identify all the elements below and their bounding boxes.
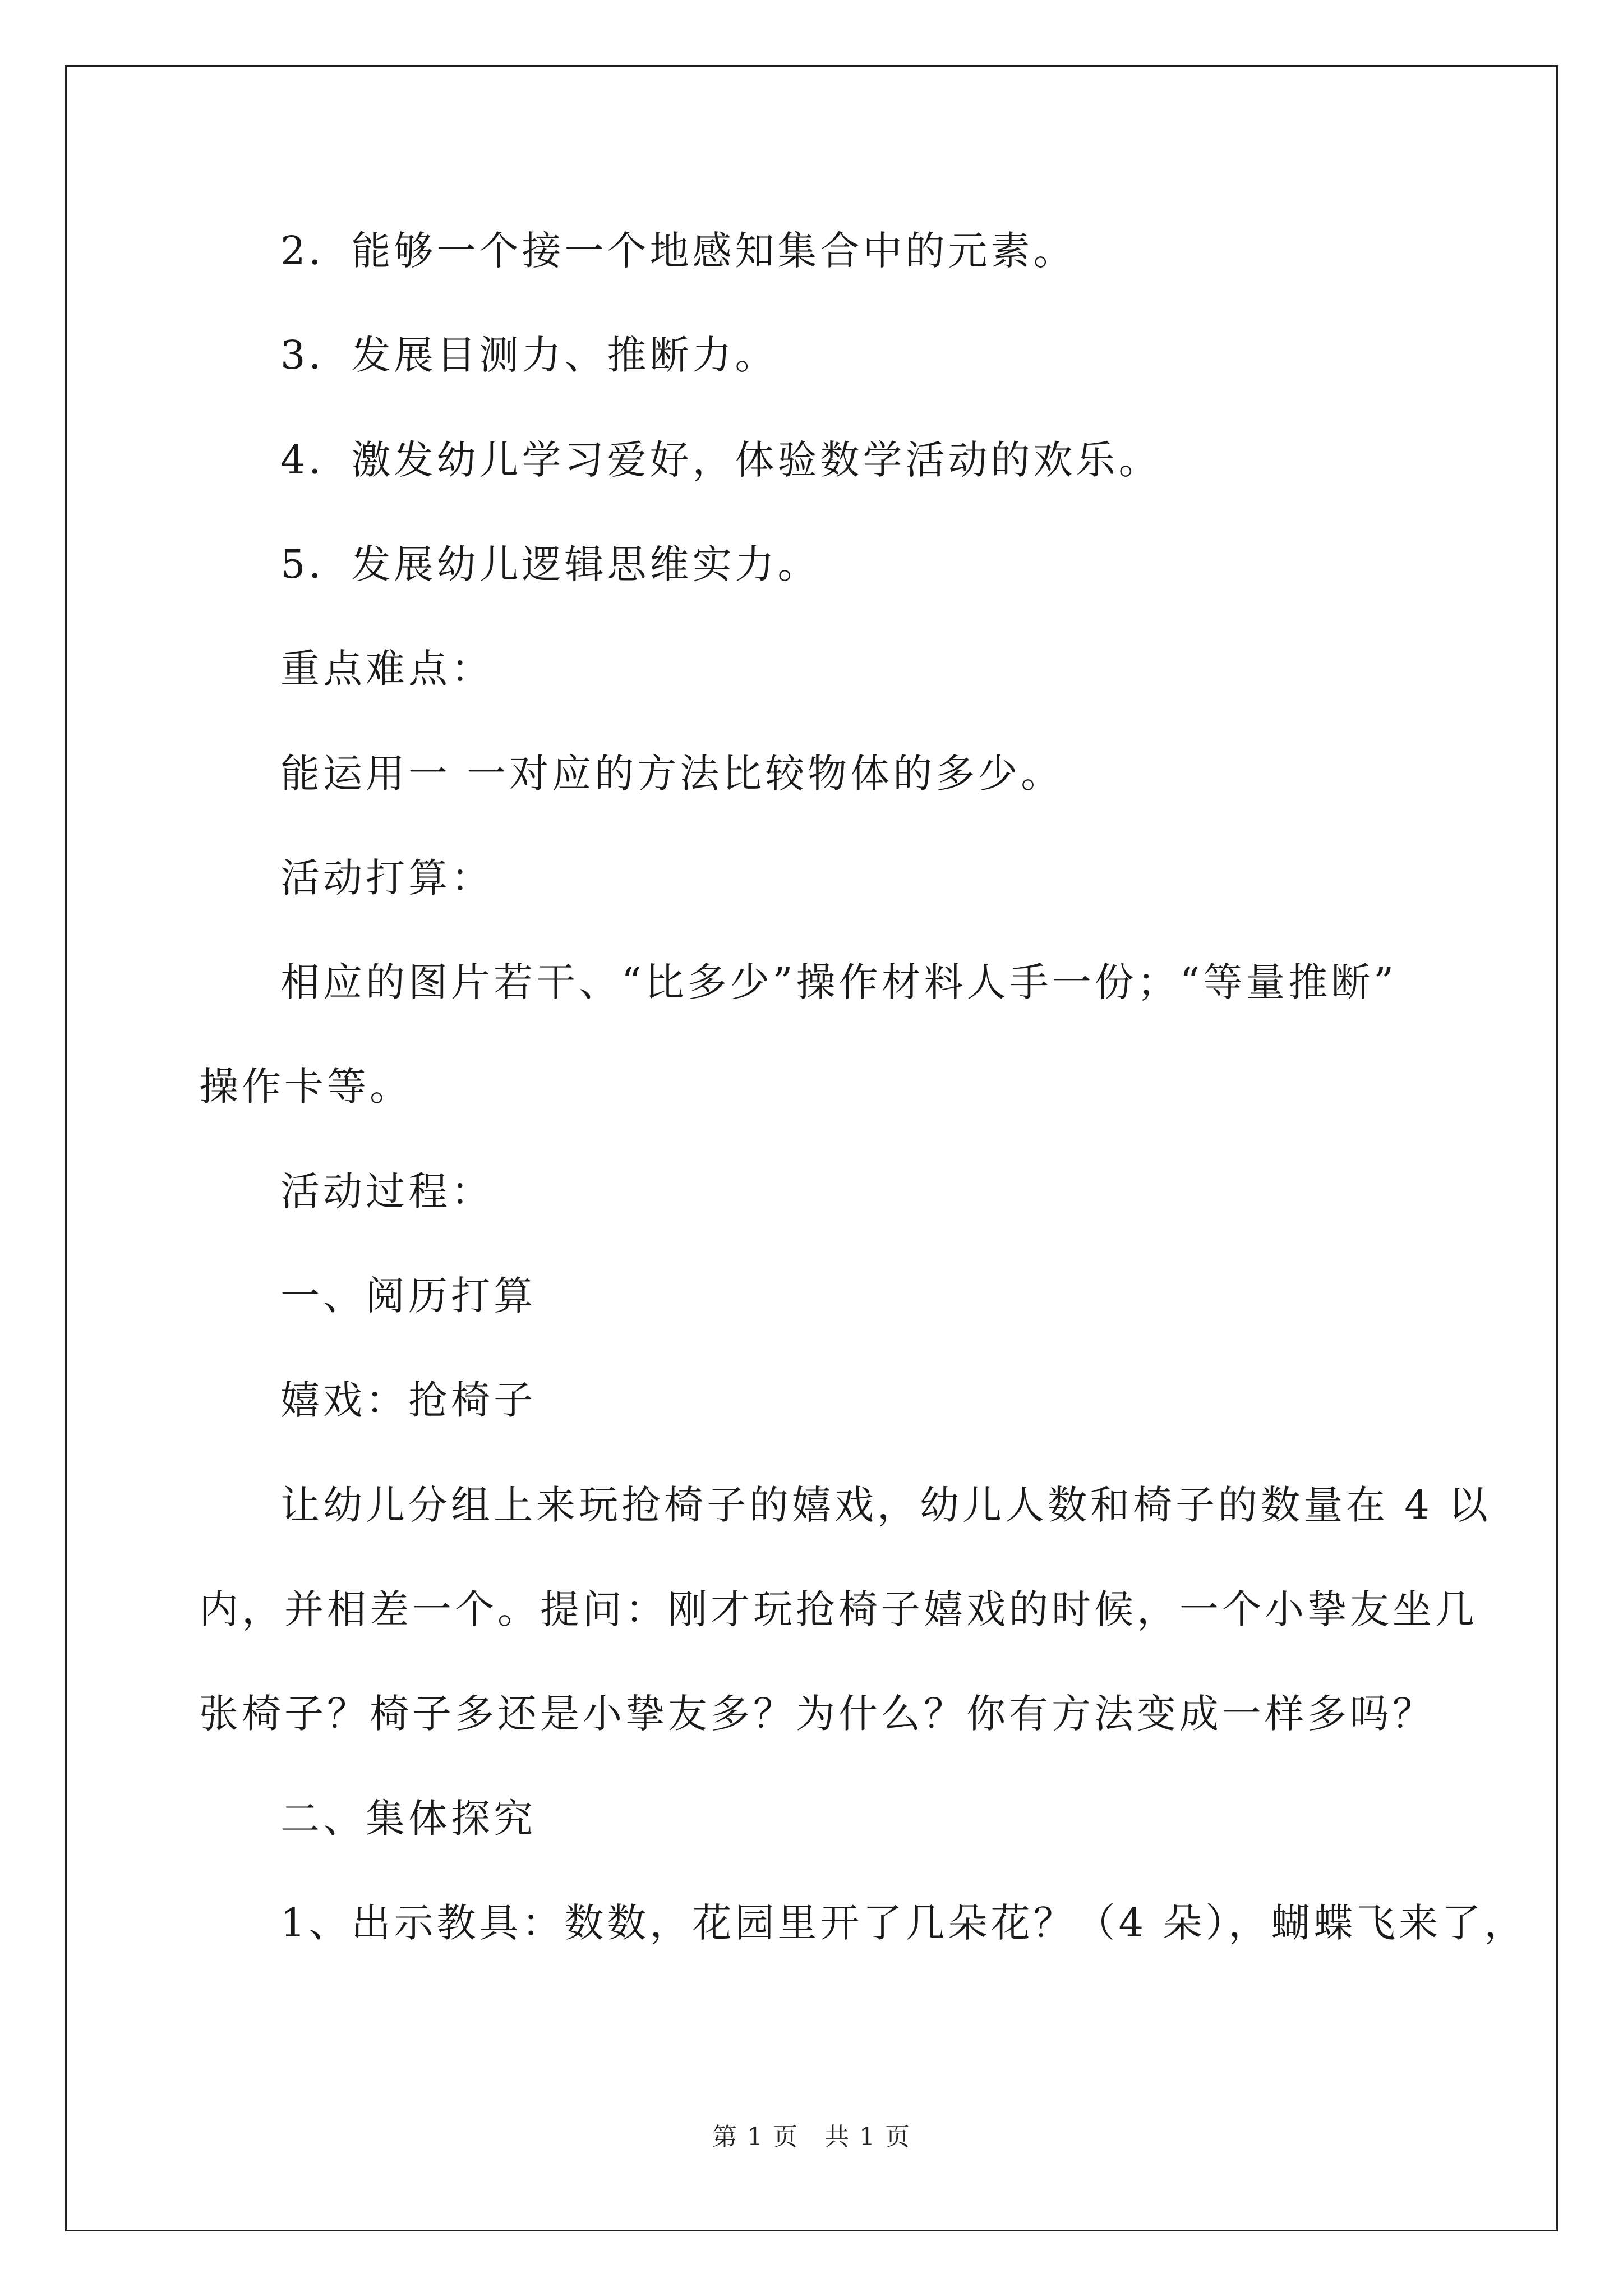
section-heading: 活动过程： <box>280 1168 494 1214</box>
subsection-heading: 二、集体探究 <box>280 1796 536 1842</box>
paragraph: 5．发展幼儿逻辑思维实力。 <box>280 541 820 587</box>
paragraph-continuation: 操作卡等。 <box>199 1064 412 1110</box>
paragraph: 3．发展目测力、推断力。 <box>280 332 778 378</box>
paragraph: 1、出示教具：数数，花园里开了几朵花？（4 朵），蝴蝶飞来了， <box>280 1900 1527 1946</box>
paragraph: 相应的图片若干、“比多少”操作材料人手一份；“等量推断” <box>280 959 1398 1005</box>
section-heading: 重点难点： <box>280 646 494 692</box>
paragraph: 让幼儿分组上来玩抢椅子的嬉戏，幼儿人数和椅子的数量在 4 以 <box>280 1482 1492 1528</box>
subsection-heading: 一、阅历打算 <box>280 1273 536 1319</box>
paragraph: 嬉戏：抢椅子 <box>280 1377 536 1423</box>
paragraph: 能运用一 一对应的方法比较物体的多少。 <box>280 751 1064 797</box>
paragraph-continuation: 张椅子？椅子多还是小挚友多？为什么？你有方法变成一样多吗？ <box>199 1691 1435 1737</box>
page-number-footer: 第 1 页 共 1 页 <box>712 2123 911 2151</box>
paragraph: 4．激发幼儿学习爱好，体验数学活动的欢乐。 <box>280 437 1161 483</box>
paragraph: 2．能够一个接一个地感知集合中的元素。 <box>280 228 1076 274</box>
section-heading: 活动打算： <box>280 855 494 901</box>
paragraph-continuation: 内，并相差一个。提问：刚才玩抢椅子嬉戏的时候，一个小挚友坐几 <box>199 1586 1478 1632</box>
